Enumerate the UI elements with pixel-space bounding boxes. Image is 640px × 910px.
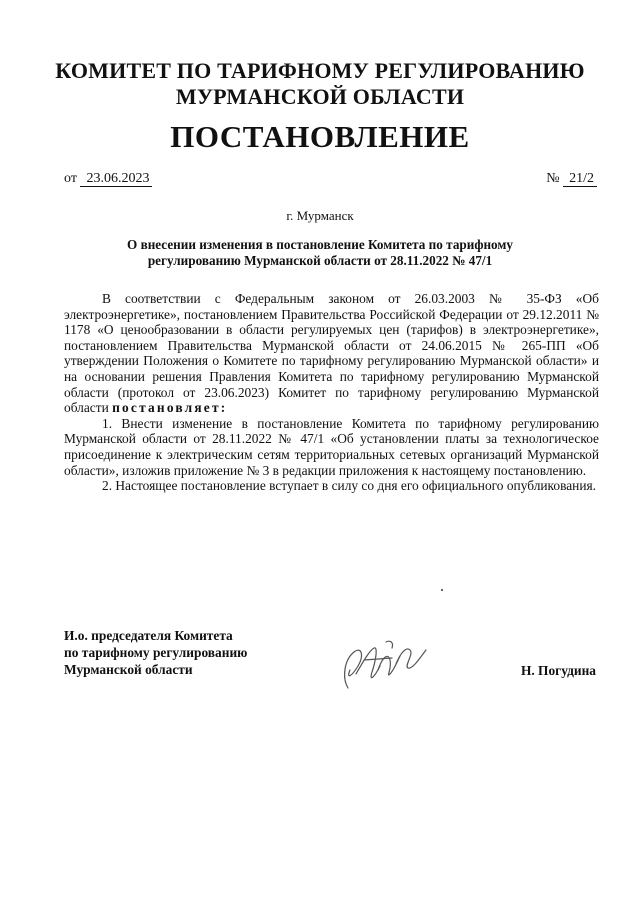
org-title-line1: КОМИТЕТ ПО ТАРИФНОМУ РЕГУЛИРОВАНИЮ — [55, 58, 585, 83]
signature-strokes — [345, 641, 426, 688]
doc-type-heading: ПОСТАНОВЛЕНИЕ — [170, 119, 470, 154]
handwritten-signature — [334, 630, 444, 700]
doc-date: 23.06.2023 — [80, 171, 152, 187]
resolves-word: постановляет: — [112, 400, 228, 416]
preamble-text: В соответствии с Федеральным законом от 26.03.2003 № 35-ФЗ «Об электроэнергетике», постановлением Правительства Российской Федерации от 29.12.2011 № 1178 «О ценообразовании в области регулируемых цен (тарифов) в электроэнергетике», постановлением Правительства Мурманской области от 24.06.2015 № 265-ПП «Об утверждении Положения о Комитете по тарифному регулированию Мурманской области» и на основании решения Правления Комитета по тарифному регулированию Мурманской области (протокол от 23.06.2023) Комитет по тарифному регулированию Мурманской области — [64, 291, 599, 416]
doc-number: 21/2 — [563, 171, 597, 187]
subject-line1: О внесении изменения в постановление Комитета по тарифному — [127, 237, 513, 252]
org-title-line2: МУРМАНСКОЙ ОБЛАСТИ — [175, 84, 465, 109]
subject-heading — [95, 237, 545, 269]
preamble-paragraph — [64, 291, 599, 416]
signer-position-line1: И.о. председателя Комитета — [64, 628, 233, 643]
subject-line2: регулированию Мурманской области от 28.11.2022 № 47/1 — [147, 253, 493, 268]
item-2-paragraph: 2. Настоящее постановление вступает в силу со дня его официального опубликования. — [102, 478, 596, 494]
date-prefix: от — [64, 171, 77, 186]
city: г. Мурманск — [286, 208, 354, 223]
signer-position-line3: Мурманской области — [64, 662, 193, 677]
signer-position — [64, 627, 247, 678]
signer-position-line2: по тарифному регулированию — [64, 645, 248, 660]
org-title — [40, 58, 600, 110]
number-line — [546, 171, 597, 187]
body-text — [64, 291, 599, 494]
item-1-paragraph: 1. Внести изменение в постановление Комитета по тарифному регулированию Мурманской области от 28.11.2022 № 47/1 «Об установлении платы за технологическое присоединение к электрическим сетям территориальных сетевых организаций Мурманской области», изложив приложение № 3 в редакции приложения к настоящему постановлению. — [64, 415, 599, 478]
date-line — [64, 171, 152, 187]
number-prefix: № — [546, 171, 560, 186]
signer-name: Н. Погудина — [520, 663, 596, 678]
stray-dot — [441, 589, 443, 591]
